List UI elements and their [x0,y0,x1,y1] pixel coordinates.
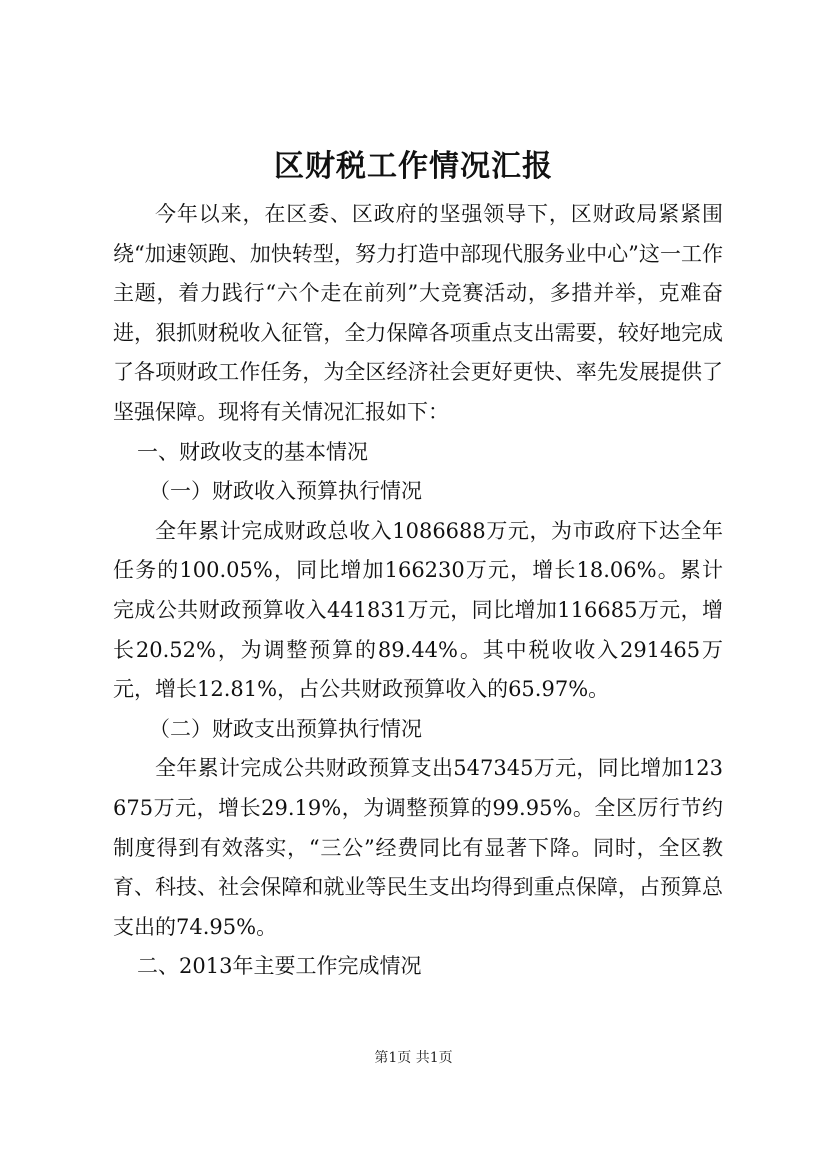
page-footer: 第1页 共1页 [374,1050,453,1066]
section-heading-2013-work: 二、2013年主要工作完成情况 [137,954,422,979]
intro-paragraph: 今年以来，在区委、区政府的坚强领导下，区财政局紧紧围绕“加速领跑、加快转型，努力打造中部现代服务业中心”这一工作主题，着力践行“六个走在前列”大竞赛活动，多措并举，克难奋进，狠抓财税收入征管，全力保障各项重点支出需要，较好地完成了各项财政工作任务，为全区经济社会更好更快、率先发展提供了坚强保障。现将有关情况汇报如下： [113,202,723,424]
document-body [113,195,723,987]
section-heading-basic-situation: 一、财政收支的基本情况 [137,439,368,464]
subsection-heading-expenditure: （二）财政支出预算执行情况 [149,716,422,741]
revenue-paragraph: 全年累计完成财政总收入1086688万元，为市政府下达全年任务的100.05%，同比增加166230万元，增长18.06%。累计完成公共财政预算收入441831万元，同比增加116685万元，增长20.52%，为调整预算的89.44%。其中税收收入291465万元，增长12.81%，占公共财政预算收入的65.97%。 [113,518,723,702]
subsection-heading-revenue: （一）财政收入预算执行情况 [149,479,422,504]
expenditure-paragraph: 全年累计完成公共财政预算支出547345万元，同比增加123675万元，增长29.19%，为调整预算的99.95%。全区厉行节约制度得到有效落实，“三公”经费同比有显著下降。同时，全区教育、科技、社会保障和就业等民生支出均得到重点保障，占预算总支出的74.95%。 [113,756,723,939]
document-title: 区财税工作情况汇报 [274,149,553,184]
